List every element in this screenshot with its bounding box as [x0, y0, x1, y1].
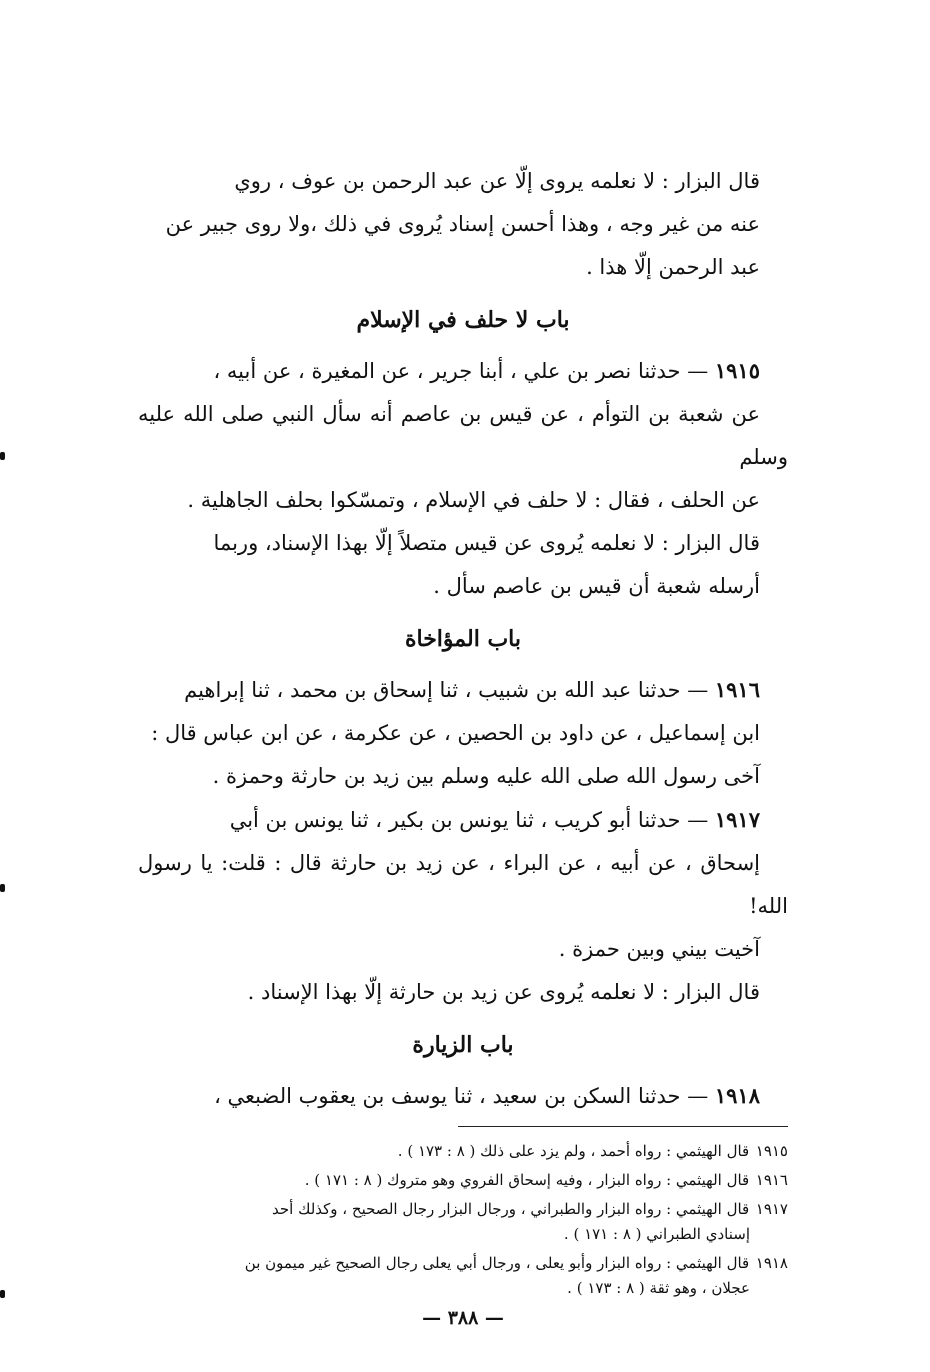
- footnote-number: ١٩١٥: [755, 1142, 788, 1160]
- text-line: — حدثنا نصر بن علي ، أبنا جرير ، عن المغيرة ، عن أبيه ،: [213, 359, 715, 383]
- footnote-1915: [138, 1139, 788, 1164]
- hadith-1916: [138, 668, 788, 798]
- footnote-text: قال الهيثمي : رواه البزار والطبراني ، ورجال البزار رجال الصحيح ، وكذلك أحد: [271, 1200, 750, 1218]
- margin-mark: [0, 884, 5, 892]
- text-line: قال البزار : لا نعلمه يُروى عن زيد بن حارثة إلّا بهذا الإسناد .: [247, 980, 760, 1004]
- text-line: آخيت بيني وبين حمزة .: [558, 937, 760, 961]
- hadith-1915: [138, 349, 788, 522]
- section-heading-visiting: باب الزيارة: [412, 1032, 514, 1058]
- hadith-number: ١٩١٥: [714, 358, 760, 383]
- text-line: عنه من غير وجه ، وهذا أحسن إسناد يُروى في ذلك ،ولا روى جبير عن: [165, 212, 760, 236]
- footnote-text: إسنادي الطبراني ( ٨ : ١٧١ ) .: [563, 1225, 750, 1243]
- footnotes: [138, 1139, 788, 1301]
- hadith-number: ١٩١٦: [714, 677, 760, 702]
- paragraph-bazzar-note-3: [138, 971, 788, 1014]
- hadith-number: ١٩١٨: [714, 1083, 760, 1108]
- page-number: — ٣٨٨ —: [422, 1307, 504, 1329]
- footnote-number: ١٩١٦: [755, 1171, 788, 1189]
- hadith-number: ١٩١٧: [714, 807, 760, 832]
- text-line: إسحاق ، عن أبيه ، عن البراء ، عن زيد بن حارثة قال : قلت: يا رسول الله!: [138, 851, 788, 918]
- footnote-1917: [138, 1197, 788, 1247]
- hadith-1917: [138, 798, 788, 971]
- text-line: — حدثنا عبد الله بن شبيب ، ثنا إسحاق بن محمد ، ثنا إبراهيم: [184, 678, 715, 702]
- text-line: ابن إسماعيل ، عن داود بن الحصين ، عن عكرمة ، عن ابن عباس قال :: [151, 721, 760, 745]
- text-line: قال البزار : لا نعلمه يروى إلّا عن عبد الرحمن بن عوف ، روي: [234, 169, 760, 193]
- footnote-text: قال الهيثمي : رواه أحمد ، ولم يزد على ذلك ( ٨ : ١٧٣ ) .: [397, 1142, 750, 1160]
- footnote-text: قال الهيثمي : رواه البزار ، وفيه إسحاق الفروي وهو متروك ( ٨ : ١٧١ ) .: [304, 1171, 750, 1189]
- footnote-1916: [138, 1168, 788, 1193]
- book-page: [138, 160, 788, 1329]
- margin-mark: [0, 452, 5, 460]
- text-line: — حدثنا السكن بن سعيد ، ثنا يوسف بن يعقوب الضبعي ،: [214, 1084, 715, 1108]
- paragraph-bazzar-note-1: [138, 160, 788, 289]
- footnote-text: عجلان ، وهو ثقة ( ٨ : ١٧٣ ) .: [567, 1279, 750, 1297]
- text-line: أرسله شعبة أن قيس بن عاصم سأل .: [433, 574, 760, 598]
- section-heading-no-alliance: باب لا حلف في الإسلام: [356, 307, 570, 333]
- text-line: عن شعبة بن التوأم ، عن قيس بن عاصم أنه سأل النبي صلى الله عليه وسلم: [138, 402, 788, 469]
- text-line: عبد الرحمن إلّا هذا .: [586, 255, 760, 279]
- footnote-number: ١٩١٨: [755, 1254, 788, 1272]
- text-line: آخى رسول الله صلى الله عليه وسلم بين زيد بن حارثة وحمزة .: [212, 764, 760, 788]
- hadith-1918: [138, 1074, 788, 1118]
- footnote-text: قال الهيثمي : رواه البزار وأبو يعلى ، ورجال أبي يعلى رجال الصحيح غير ميمون بن: [244, 1254, 750, 1272]
- margin-mark: [0, 1290, 5, 1298]
- paragraph-bazzar-note-2: [138, 522, 788, 608]
- section-heading-brotherhood: باب المؤاخاة: [404, 626, 522, 652]
- footnote-number: ١٩١٧: [755, 1200, 788, 1218]
- footnote-divider: [458, 1126, 788, 1127]
- text-line: عن الحلف ، فقال : لا حلف في الإسلام ، وتمسّكوا بحلف الجاهلية .: [187, 488, 760, 512]
- footnote-1918: [138, 1251, 788, 1301]
- text-line: — حدثنا أبو كريب ، ثنا يونس بن بكير ، ثنا يونس بن أبي: [229, 808, 715, 832]
- text-line: قال البزار : لا نعلمه يُروى عن قيس متصلاً إلّا بهذا الإسناد، وربما: [213, 531, 760, 555]
